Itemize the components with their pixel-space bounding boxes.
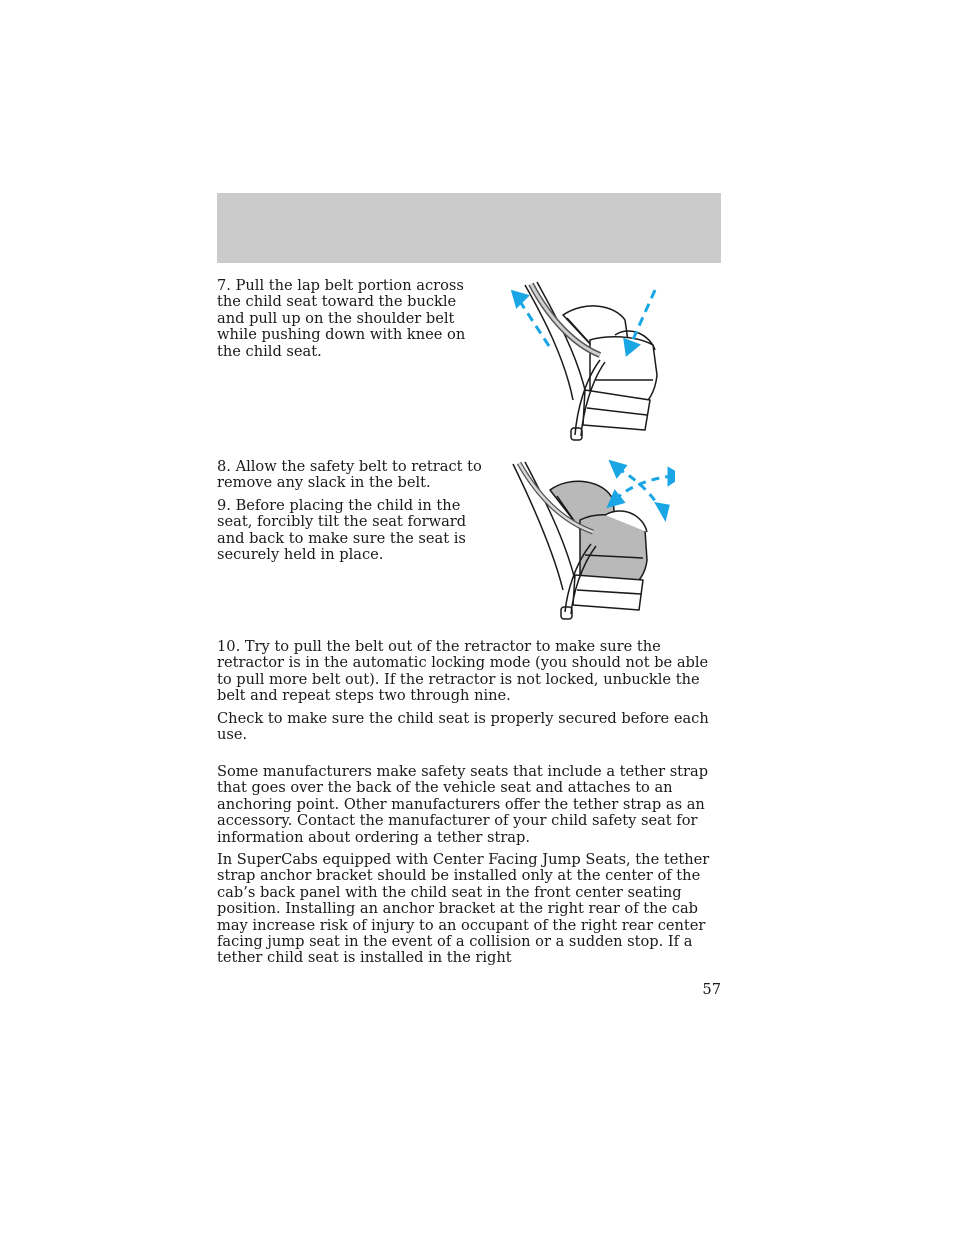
step-10-text: 10. Try to pull the belt out of the retractor to make sure the retractor is in the automatic locking mode (you should not be able to pull more belt out). If the retractor is not locked, unbuckle the belt and repeat steps two through nine. — [217, 638, 709, 705]
tether-paragraph-1: Some manufacturers make safety seats that include a tether strap that goes over the back of the vehicle seat and attaches to an anchoring point. Other manufacturers offer the tether strap as an accessory. Contact the manufacturer of your child safety seat for information about ordering a tether strap. — [217, 763, 709, 846]
page-number: 57 — [702, 981, 721, 998]
check-secured-text: Check to make sure the child seat is properly secured before each use. — [217, 710, 709, 744]
belt-tightening-illustration — [505, 280, 670, 445]
tether-paragraph-2: In SuperCabs equipped with Center Facing Jump Seats, the tether strap anchor bracket should be installed only at the center of the cab’s back panel with the child seat in the front center seating position. Installing an anchor bracket at the right rear of the cab may increase risk of injury to an occupant of the right rear center facing jump seat in the event of a collision or a sudden stop. If a tether child seat is installed in the right — [217, 851, 710, 967]
step-8-text: 8. Allow the safety belt to retract to remove any slack in the belt. — [217, 458, 482, 492]
step-9-text: 9. Before placing the child in the seat, forcibly tilt the seat forward and back to make sure the seat is securely held in place. — [217, 497, 467, 564]
section-header-band — [217, 193, 721, 263]
step-7-text: 7. Pull the lap belt portion across the child seat toward the buckle and pull up on the shoulder belt while pushing down with knee on the child seat. — [217, 277, 466, 360]
seat-tilt-check-illustration — [505, 460, 675, 625]
